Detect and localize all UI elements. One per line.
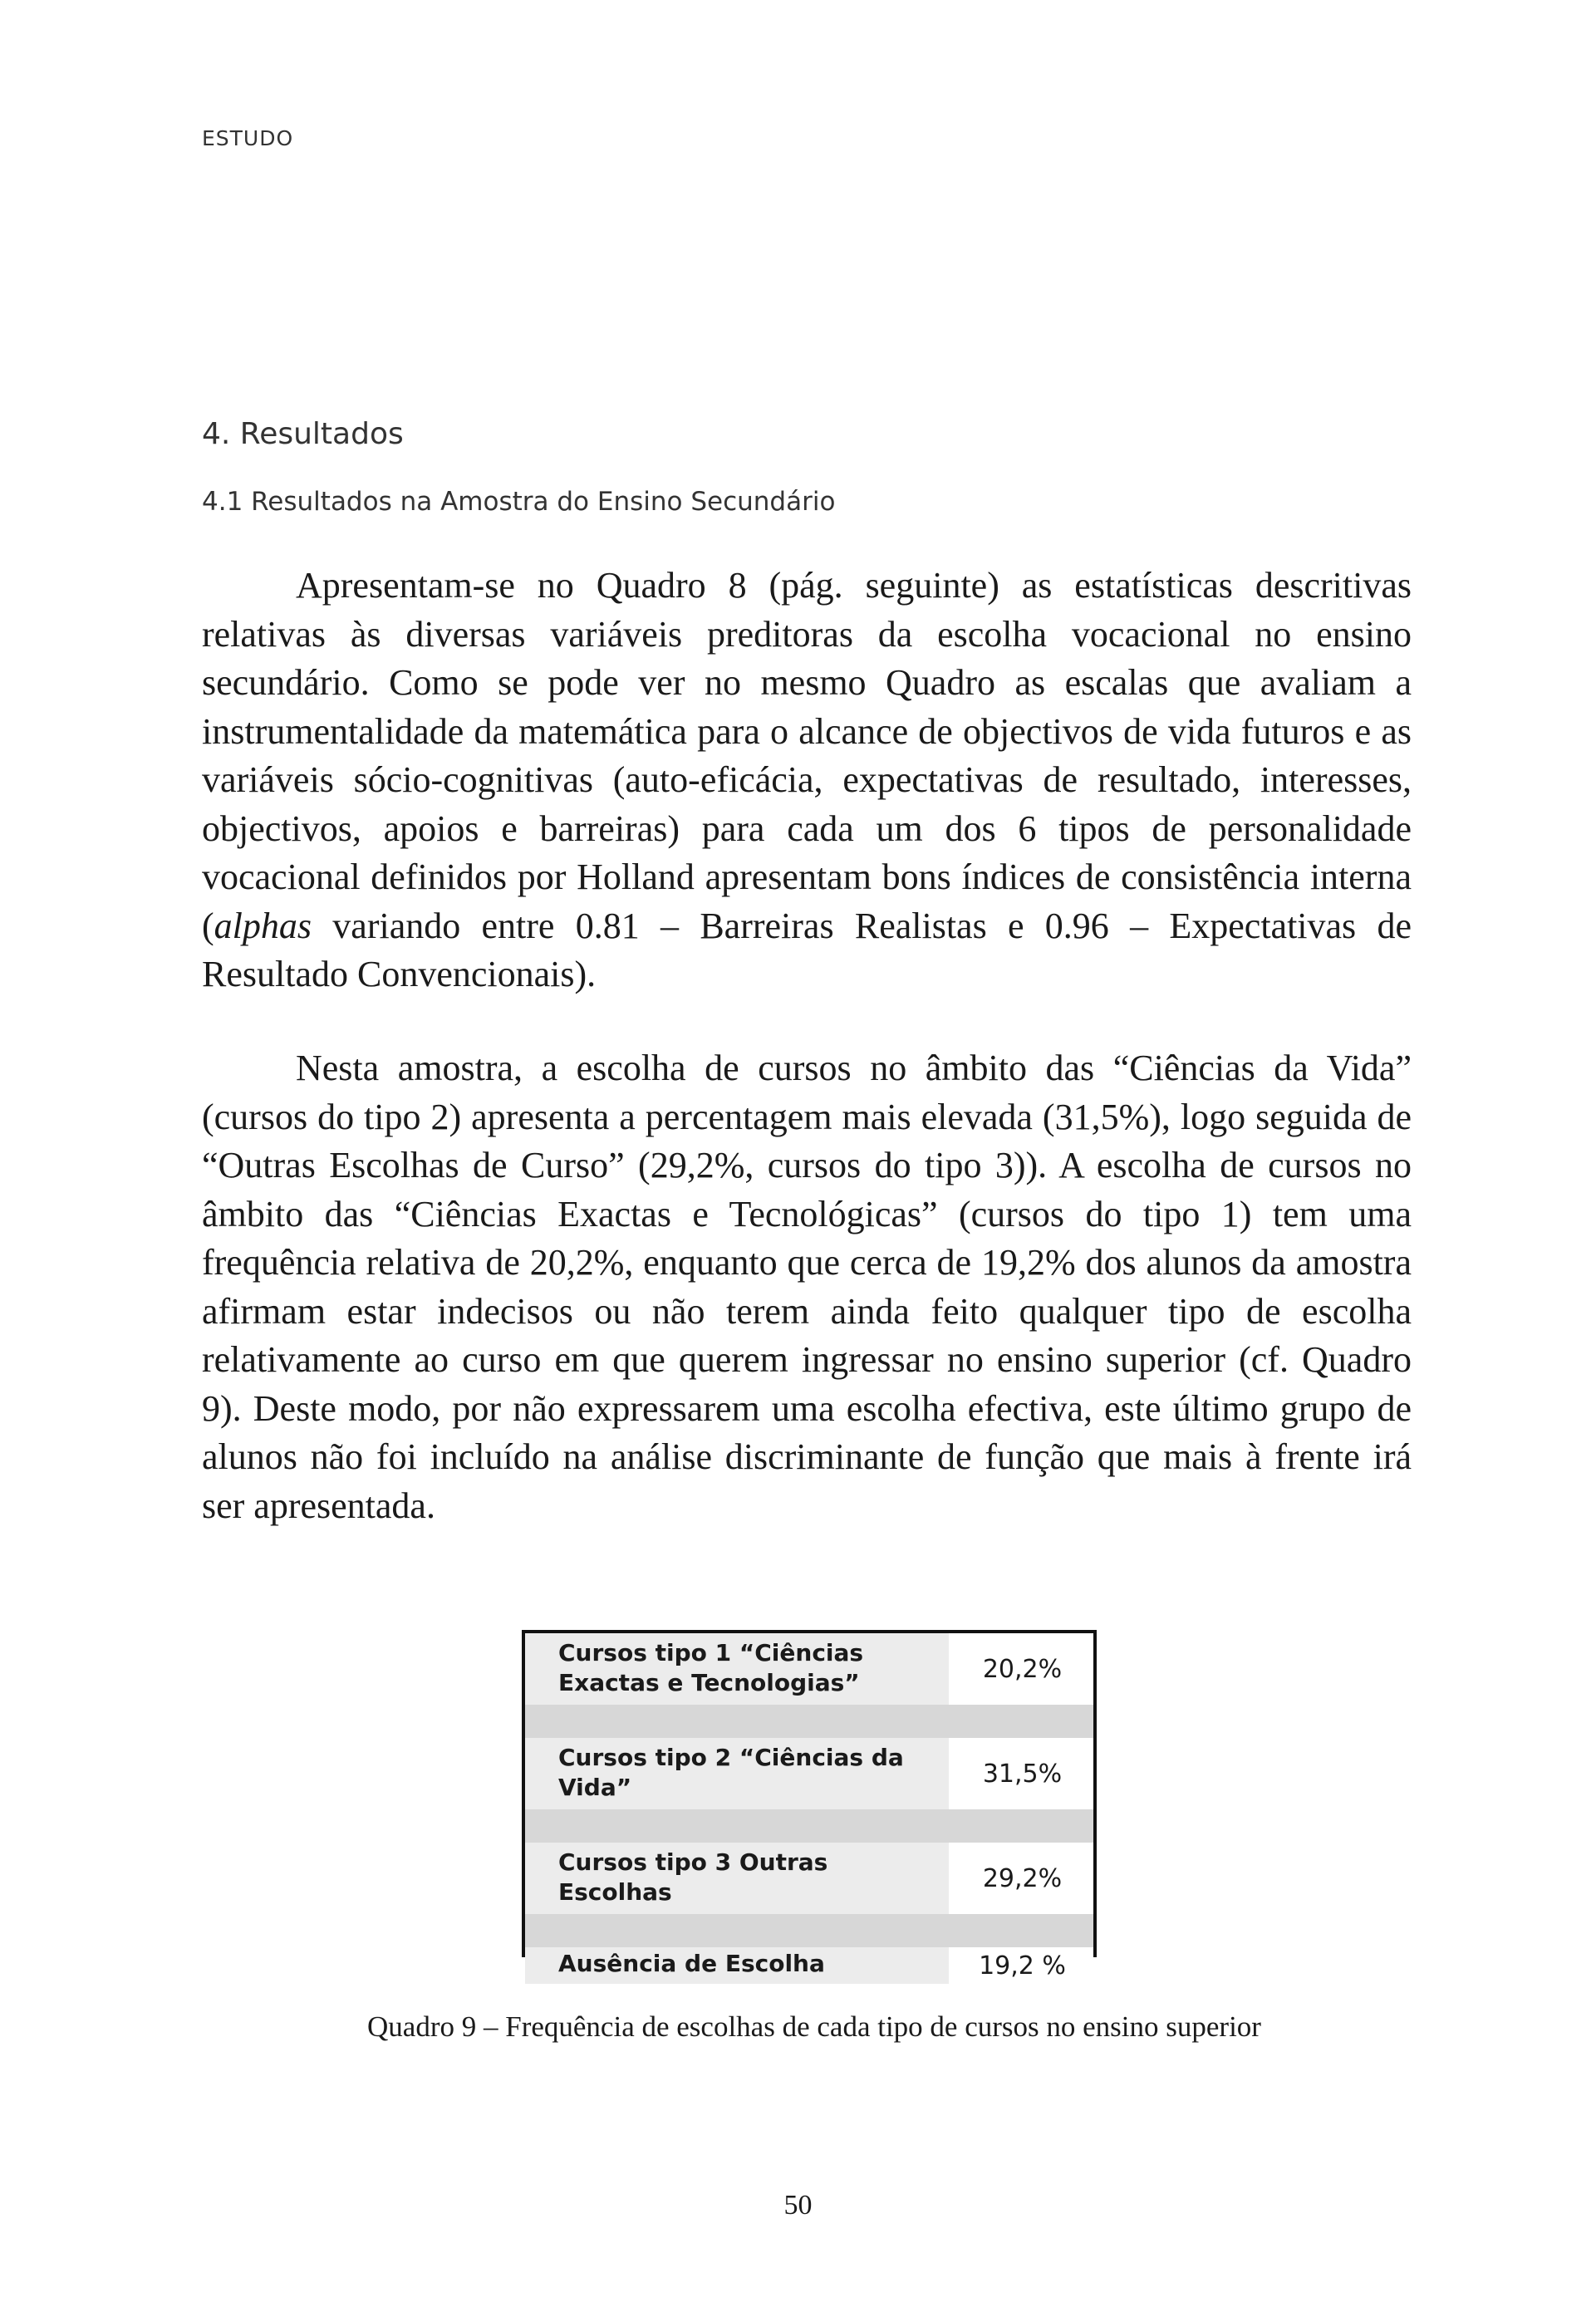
table-row-label: Cursos tipo 2 “Ciências da Vida” [525, 1738, 949, 1809]
table-row [525, 1947, 1093, 1984]
table-row [525, 1633, 1093, 1705]
paragraph-1 [202, 562, 1412, 999]
running-header: ESTUDO [202, 126, 294, 150]
table-caption: Quadro 9 – Frequência de escolhas de cada tipo de cursos no ensino superior [367, 2010, 1261, 2043]
table-row-label: Cursos tipo 1 “Ciências Exactas e Tecnologias” [525, 1633, 949, 1705]
table-row [525, 1843, 1093, 1914]
table-row-value: 29,2% [949, 1843, 1093, 1914]
paragraph-1-text-a: Apresentam-se no Quadro 8 (pág. seguinte) as estatísticas descritivas relativas às diversas variáveis preditoras da escolha vocacional no ensino secundário. Como se pode ver no mesmo Quadro as escalas que avaliam a instrumentalidade da matemática para o alcance de objectivos de vida futuros e as variáveis sócio-cognitivas (auto-eficácia, expectativas de resultado, interesses, objectivos, apoios e barreiras) para cada um dos 6 tipos de personalidade vocacional definidos por Holland apresentam bons índices de consistência interna ( [202, 565, 1412, 946]
table-row [525, 1738, 1093, 1809]
paragraph-1-italic-term: alphas [214, 905, 312, 946]
table-row-value: 31,5% [949, 1738, 1093, 1809]
table-row-label: Ausência de Escolha [525, 1947, 949, 1984]
table-row-value: 19,2 % [949, 1947, 1093, 1984]
table-row-label: Cursos tipo 3 Outras Escolhas [525, 1843, 949, 1914]
table-spacer [525, 1705, 1093, 1738]
paragraph-1-text-b: variando entre 0.81 – Barreiras Realistas e 0.96 – Expectativas de Resultado Convencionais). [202, 905, 1412, 994]
page-number: 50 [783, 2190, 813, 2221]
section-title: 4. Resultados [202, 417, 404, 451]
table-spacer [525, 1914, 1093, 1947]
paragraph-2: Nesta amostra, a escolha de cursos no âmbito das “Ciências da Vida” (cursos do tipo 2) apresenta a percentagem mais elevada (31,5%), logo seguida de “Outras Escolhas de Curso” (29,2%, cursos do tipo 3)). A escolha de cursos no âmbito das “Ciências Exactas e Tecnológicas” (cursos do tipo 1) tem uma frequência relativa de 20,2%, enquanto que cerca de 19,2% dos alunos da amostra afirmam estar indecisos ou não terem ainda feito qualquer tipo de escolha relativamente ao curso em que querem ingressar no ensino superior (cf. Quadro 9). Deste modo, por não expressarem uma escolha efectiva, este último grupo de alunos não foi incluído na análise discriminante de função que mais à frente irá ser apresentada. [202, 1048, 1412, 1526]
table-row-value: 20,2% [949, 1633, 1093, 1705]
subsection-title: 4.1 Resultados na Amostra do Ensino Secundário [202, 487, 836, 517]
table-spacer [525, 1809, 1093, 1843]
frequency-table [522, 1630, 1097, 1981]
